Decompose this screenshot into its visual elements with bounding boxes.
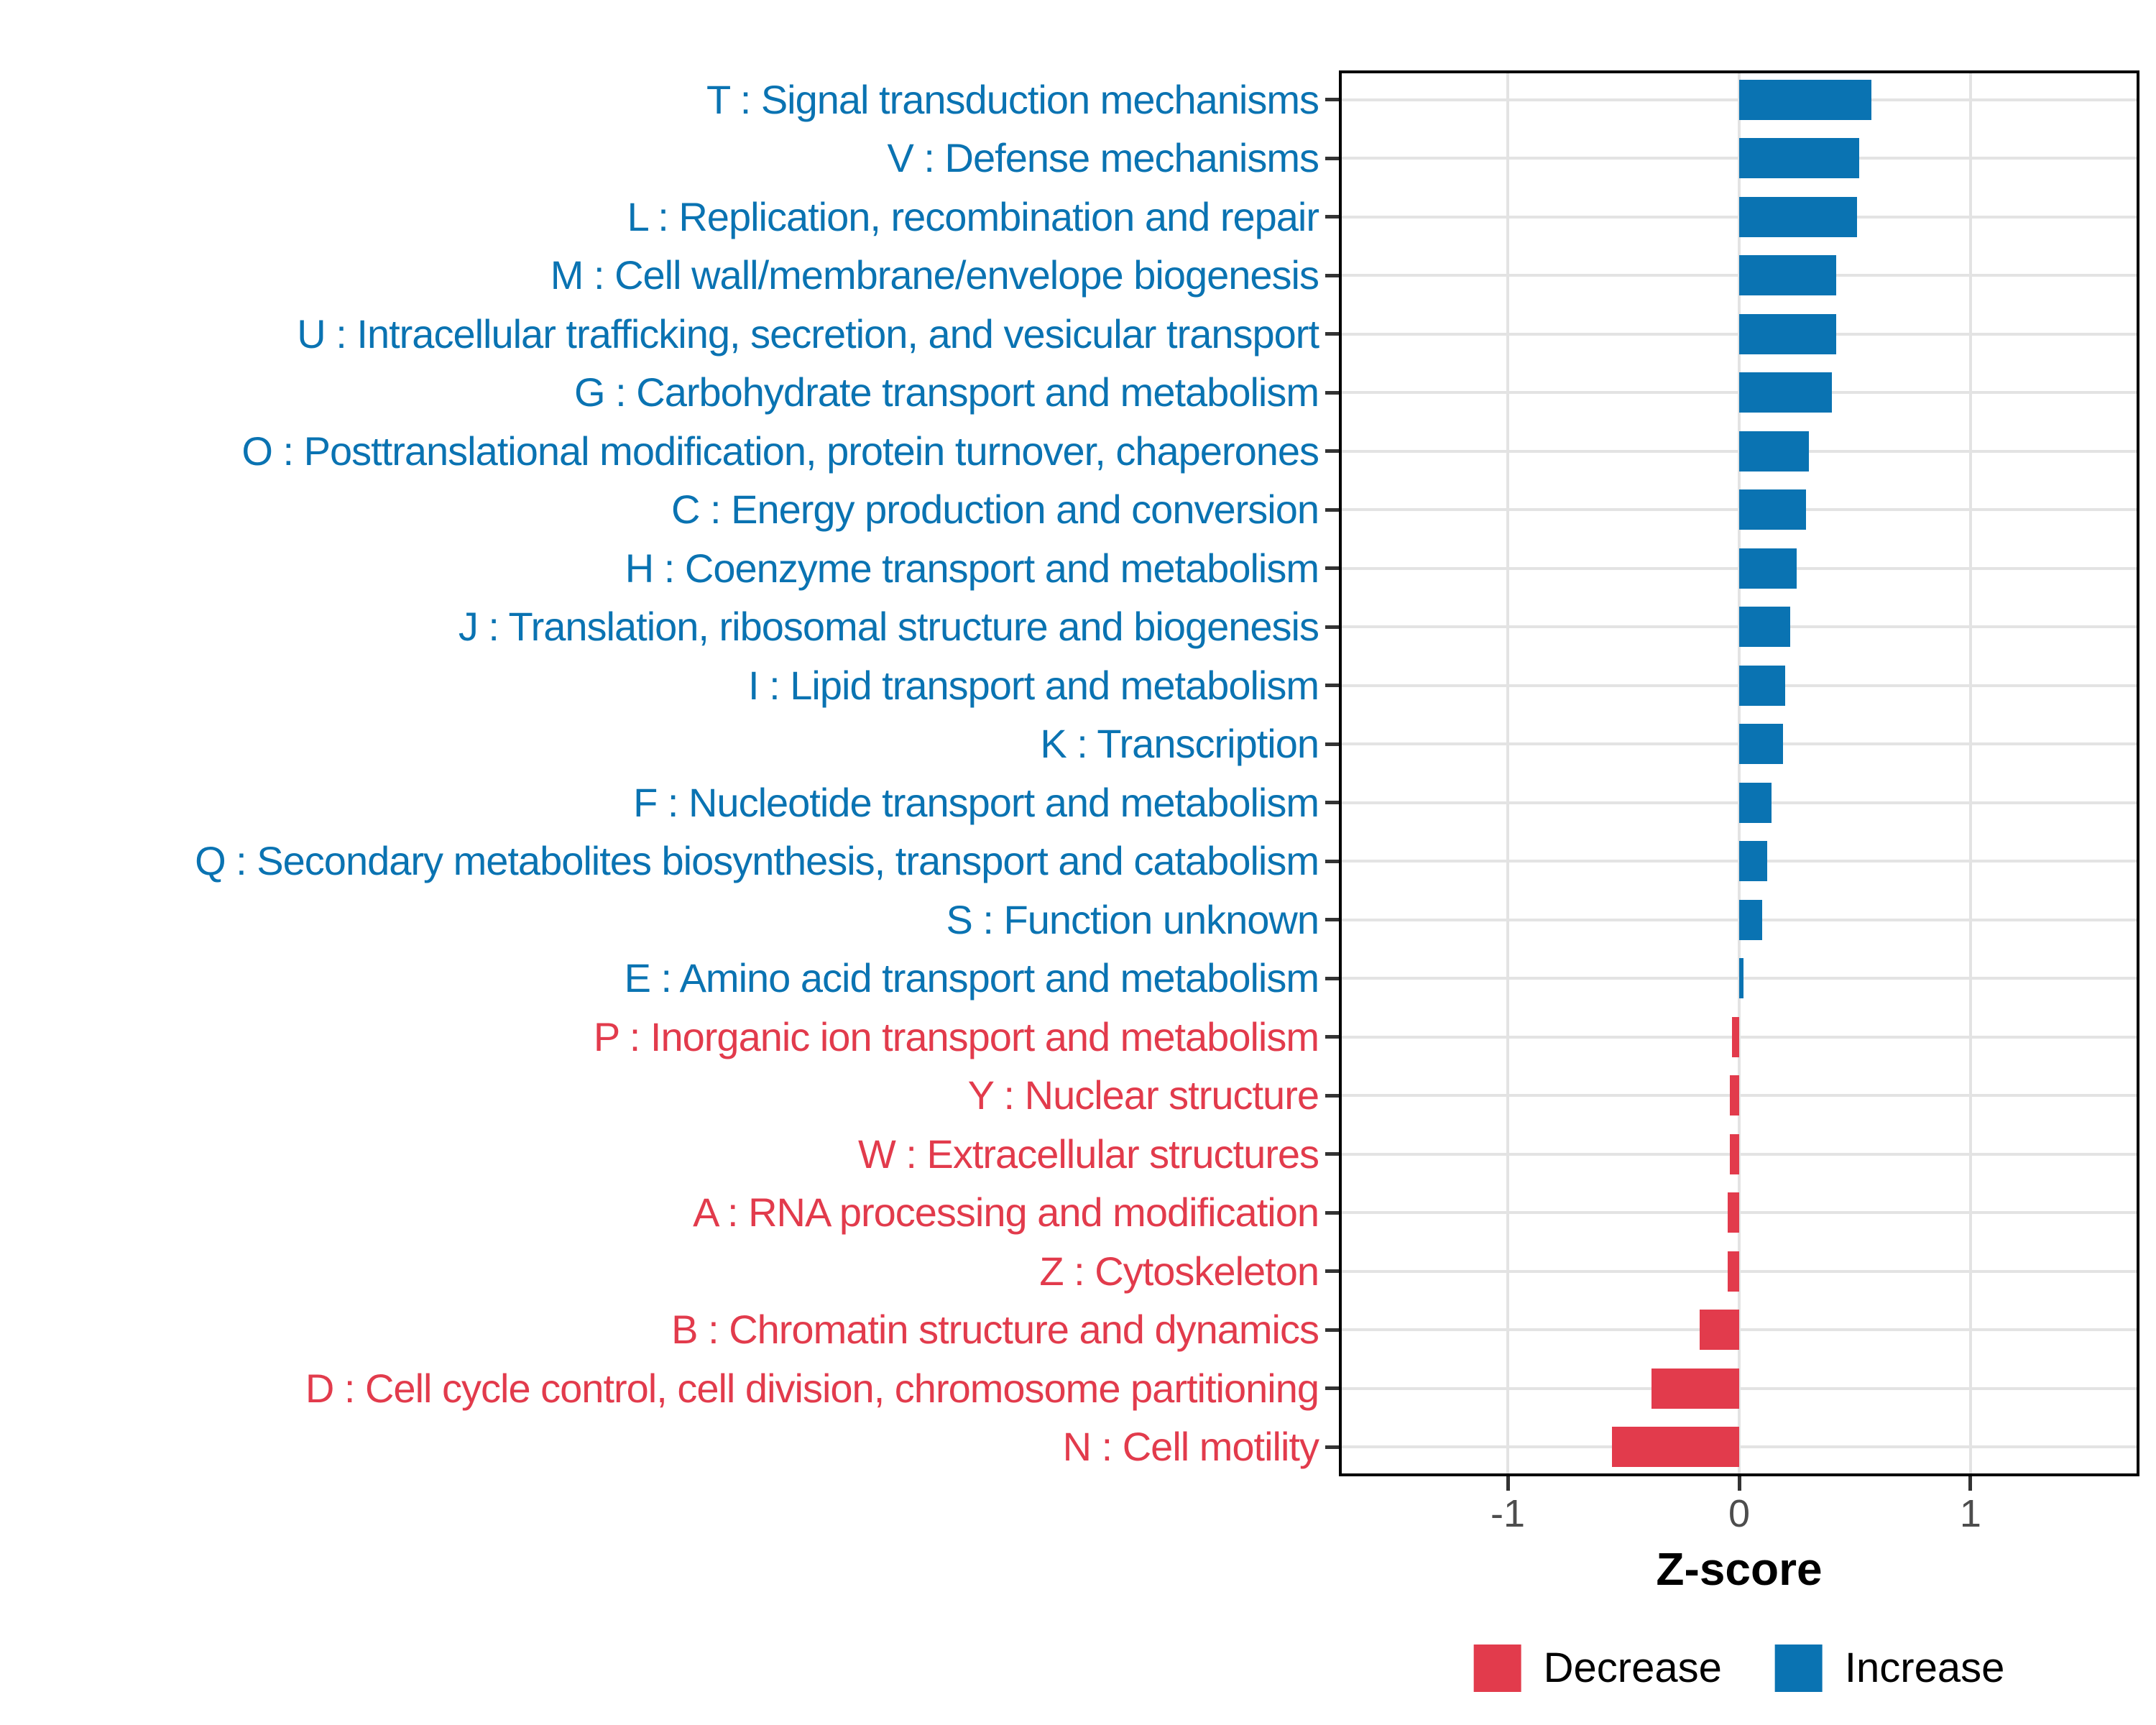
legend [1474,1644,2005,1692]
category-label: U : Intracellular trafficking, secretion, and vesicular transport [297,310,1319,356]
bar-J [1739,607,1790,647]
bar-E [1739,958,1743,998]
bar-C [1739,489,1806,530]
bar-Z [1728,1251,1739,1292]
y-tick [1325,391,1339,395]
category-label: G : Carbohydrate transport and metabolism [574,369,1319,415]
legend-item-increase [1775,1644,2004,1692]
y-tick [1325,860,1339,863]
gridline-horizontal [1339,1094,2139,1097]
category-label: Y : Nuclear structure [967,1072,1319,1118]
x-tick [1738,1476,1741,1491]
category-label: C : Energy production and conversion [671,487,1319,533]
y-tick [1325,1445,1339,1449]
gridline-horizontal [1339,1153,2139,1156]
y-tick [1325,684,1339,687]
legend-label-increase: Increase [1844,1644,2005,1691]
bar-Y [1730,1075,1739,1116]
category-label: W : Extracellular structures [857,1131,1319,1177]
category-label: O : Posttranslational modification, protein turnover, chaperones [241,428,1319,474]
x-tick-label: 1 [1959,1492,1981,1535]
category-label: Q : Secondary metabolites biosynthesis, transport and catabolism [195,838,1319,884]
gridline-horizontal [1339,1328,2139,1331]
y-tick [1325,274,1339,277]
legend-swatch-increase [1775,1644,1823,1692]
category-label: B : Chromatin structure and dynamics [671,1307,1319,1353]
y-tick [1325,1094,1339,1098]
gridline-vertical [1506,70,1509,1476]
gridline-horizontal [1339,1036,2139,1039]
bar-D [1651,1368,1739,1409]
category-label: P : Inorganic ion transport and metabolism [593,1013,1319,1059]
plot-panel [1339,70,2139,1476]
y-tick [1325,98,1339,101]
category-label: J : Translation, ribosomal structure and biogenesis [458,604,1319,650]
category-label: L : Replication, recombination and repair [627,193,1319,239]
bar-H [1739,548,1797,589]
bar-F [1739,783,1772,823]
bar-A [1728,1192,1739,1233]
x-tick-label: 0 [1728,1492,1751,1535]
legend-item-decrease [1474,1644,1722,1692]
bar-Q [1739,841,1767,881]
legend-swatch-decrease [1474,1644,1521,1692]
category-label: E : Amino acid transport and metabolism [624,955,1319,1001]
bar-G [1739,372,1832,413]
y-tick [1325,918,1339,921]
y-tick [1325,1152,1339,1156]
category-label: K : Transcription [1040,721,1319,767]
y-tick [1325,1211,1339,1215]
bar-V [1739,138,1859,178]
y-tick [1325,977,1339,980]
bar-M [1739,255,1836,295]
y-tick [1325,742,1339,746]
y-tick [1325,508,1339,512]
category-label: Z : Cytoskeleton [1039,1248,1319,1294]
category-label: A : RNA processing and modification [693,1190,1319,1236]
y-tick [1325,215,1339,218]
y-tick [1325,449,1339,453]
bar-S [1739,900,1762,940]
gridline-horizontal [1339,1270,2139,1273]
category-label: I : Lipid transport and metabolism [748,662,1319,708]
y-tick [1325,332,1339,336]
bar-W [1730,1134,1739,1174]
gridline-horizontal [1339,1387,2139,1390]
gridline-vertical [1969,70,1972,1476]
category-label: H : Coenzyme transport and metabolism [625,545,1319,591]
category-label: F : Nucleotide transport and metabolism [633,779,1319,825]
category-label: S : Function unknown [946,896,1319,942]
x-tick-label: -1 [1491,1492,1526,1535]
y-tick [1325,1035,1339,1039]
bar-L [1739,197,1857,237]
y-tick [1325,625,1339,629]
gridline-horizontal [1339,1445,2139,1448]
y-tick [1325,1269,1339,1273]
category-label: N : Cell motility [1062,1424,1319,1470]
bar-U [1739,314,1836,354]
category-label: T : Signal transduction mechanisms [706,76,1319,122]
category-label: D : Cell cycle control, cell division, chromosome partitioning [305,1365,1319,1411]
bar-O [1739,431,1809,472]
bar-I [1739,666,1785,706]
bar-K [1739,724,1783,764]
y-tick [1325,157,1339,160]
bar-P [1732,1017,1739,1057]
y-tick [1325,801,1339,804]
bar-T [1739,80,1871,120]
gridline-horizontal [1339,1211,2139,1214]
x-tick [1506,1476,1510,1491]
y-tick [1325,1386,1339,1390]
x-axis-title: Z-score [1656,1543,1823,1595]
y-tick [1325,566,1339,570]
bar-N [1612,1427,1739,1467]
y-tick [1325,1328,1339,1332]
category-label: V : Defense mechanisms [887,135,1319,181]
category-label: M : Cell wall/membrane/envelope biogenesis [550,252,1319,298]
legend-label-decrease: Decrease [1543,1644,1722,1691]
x-tick [1968,1476,1972,1491]
bar-B [1700,1310,1739,1350]
